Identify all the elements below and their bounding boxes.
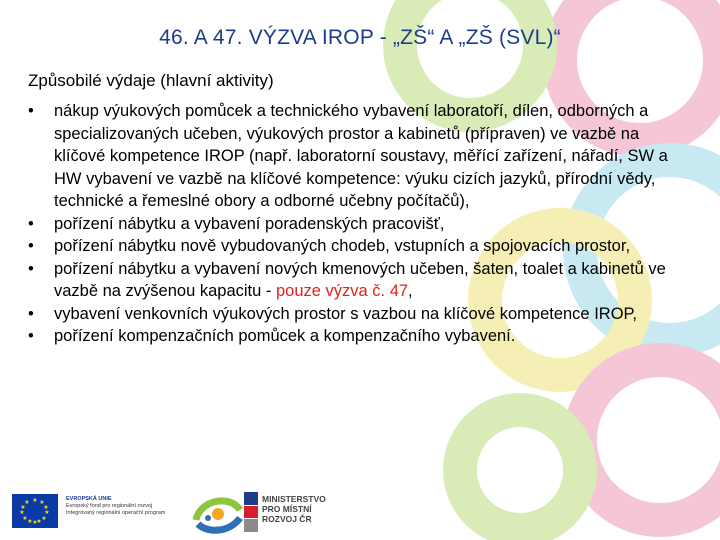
- list-item: [28, 303, 694, 326]
- svg-text:★: ★: [32, 519, 38, 526]
- call-47-highlight: pouze výzva č. 47: [275, 282, 409, 300]
- svg-text:★: ★: [20, 504, 26, 511]
- bullet-icon: •: [28, 259, 34, 278]
- footer-logos: [0, 486, 720, 540]
- ministry-line-3: ROZVOJ ČR: [262, 514, 312, 524]
- section-subtitle: Způsobilé výdaje (hlavní aktivity): [28, 71, 274, 90]
- svg-text:★: ★: [24, 499, 30, 506]
- svg-text:★: ★: [27, 518, 33, 525]
- ministry-line-2: PRO MÍSTNÍ: [262, 504, 312, 514]
- eligible-expenses-list: [28, 100, 694, 348]
- eu-heading: EVROPSKÁ UNIE: [66, 496, 112, 502]
- svg-text:★: ★: [39, 499, 45, 506]
- eu-program-line: Integrovaný regionální operační program: [66, 510, 166, 516]
- eu-caption: [66, 496, 184, 517]
- list-item: [28, 100, 694, 213]
- irop-logo-icon: [190, 490, 246, 536]
- list-item-text: pořízení kompenzačních pomůcek a kompenzačního vybavení.: [54, 327, 516, 345]
- list-item: [28, 235, 694, 258]
- ministry-line-1: MINISTERSTVO: [262, 494, 326, 504]
- svg-text:★: ★: [19, 509, 25, 516]
- bullet-icon: •: [28, 214, 34, 233]
- list-item-text: nákup výukových pomůcek a technického vybavení laboratoří, dílen, odborných a specializovaných učeben, výukových prostor a kabinetů (přípraven) ve vazbě na klíčové kompetence IROP (např. laboratorní soustavy, měřící zařízení, nářadí, SW a HW vybavení ve vazbě na klíčové kompetence: výuku cizích jazyků, přírodní vědy, technické a řemeslné obory a odborné učebny počítačů),: [54, 102, 668, 210]
- list-item: [28, 213, 694, 236]
- eu-fund-line: Evropský fond pro regionální rozvoj: [66, 503, 153, 509]
- svg-text:★: ★: [22, 515, 28, 522]
- svg-text:★: ★: [43, 504, 49, 511]
- svg-text:★: ★: [44, 509, 50, 516]
- bullet-icon: •: [28, 237, 34, 255]
- eu-flag-icon: [12, 494, 58, 528]
- list-item-text-end: ,: [408, 282, 413, 300]
- decor-green-ring: [400, 0, 540, 115]
- list-item-text: vybavení venkovních výukových prostor s vazbou na klíčové kompetence IROP,: [54, 304, 637, 323]
- svg-text:★: ★: [36, 518, 42, 525]
- bullet-icon: •: [28, 304, 34, 323]
- bullet-icon: •: [28, 102, 34, 120]
- slide-title: 46. A 47. VÝZVA IROP - „ZŠ“ A „ZŠ (SVL)“: [159, 26, 561, 49]
- list-item: [28, 325, 694, 348]
- list-item-text: pořízení nábytku a vybavení poradenských pracovišť,: [54, 214, 445, 233]
- bullet-icon: •: [28, 327, 34, 345]
- ministry-logo-icon: [244, 492, 258, 532]
- ministry-caption: [262, 494, 326, 524]
- svg-text:★: ★: [41, 515, 47, 522]
- list-item-text: pořízení nábytku a vybavení nových kmenových učeben, šaten, toalet a kabinetů ve vazbě na zvýšenou kapacitu -: [54, 259, 666, 300]
- svg-text:★: ★: [32, 497, 38, 504]
- list-item-text: pořízení nábytku nově vybudovaných chodeb, vstupních a spojovacích prostor,: [54, 237, 631, 255]
- list-item: [28, 258, 694, 303]
